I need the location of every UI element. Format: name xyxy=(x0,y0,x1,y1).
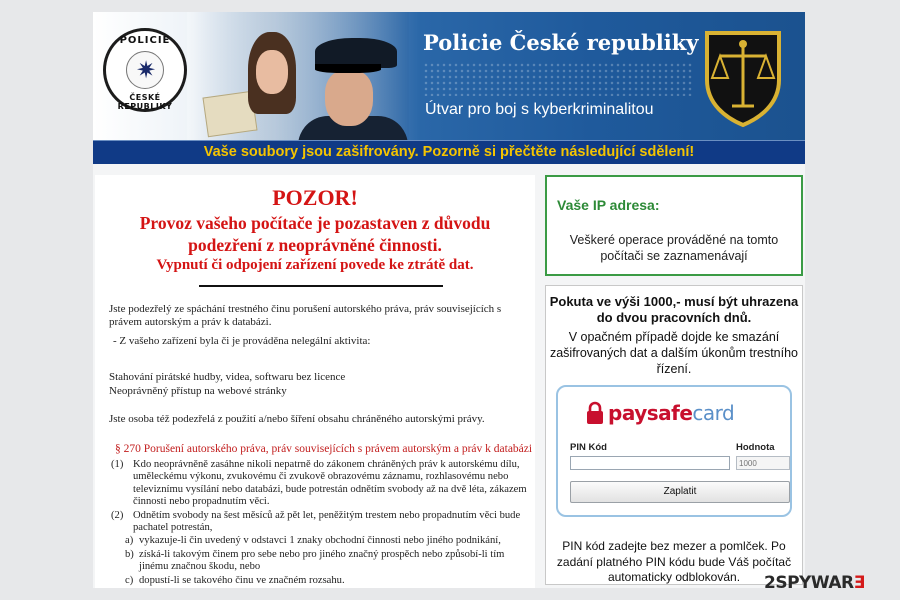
header-title: Policie České republiky xyxy=(423,30,699,55)
pin-code-input[interactable] xyxy=(570,456,730,470)
woman-face xyxy=(256,50,288,94)
law-list xyxy=(111,459,529,588)
law-subitem-letter: a) xyxy=(125,535,134,547)
law-subitem-letter: c) xyxy=(125,574,134,586)
law-item-text: Odnětím svobody na šest měsíců až pět let, peněžitým trestem nebo propadnutím věci bude pachatel potrestán, xyxy=(133,509,521,534)
law-subitem xyxy=(111,549,529,574)
warning-banner xyxy=(93,140,805,164)
paysafecard-brand-b: card xyxy=(692,401,735,425)
dot-pattern xyxy=(423,62,693,96)
pay-button[interactable]: Zaplatit xyxy=(570,481,790,503)
divider xyxy=(199,285,443,287)
law-title: § 270 Porušení autorského práva, práv souvisejících s právem autorským a práv k databázi xyxy=(115,443,533,455)
law-subitem-letter: b) xyxy=(125,548,134,560)
paysafecard-form xyxy=(556,385,792,517)
warning-line-3: Vypnutí či odpojení zařízení povede ke ztrátě dat. xyxy=(156,257,474,273)
ip-address-title: Vaše IP adresa: xyxy=(557,197,660,213)
paysafecard-brand-a: paysafe xyxy=(608,401,693,425)
padlock-icon xyxy=(586,401,604,425)
ransomware-window xyxy=(93,12,805,588)
law-item xyxy=(111,510,529,535)
law-subitem-text: vykazuje-li čin uvedený v odstavci 1 znaky obchodní činnosti nebo jiného podnikání, xyxy=(139,535,501,547)
justice-shield-icon xyxy=(704,30,782,128)
warning-heading: POZOR! xyxy=(272,185,358,210)
warning-line-1: Provoz vašeho počítače je pozastaven z důvodu xyxy=(139,213,491,233)
badge-star-emblem xyxy=(126,51,164,89)
watermark-text-red: Ǝ xyxy=(853,573,865,593)
officer-face xyxy=(325,70,373,126)
pin-code-label: PIN Kód xyxy=(570,442,607,453)
paragraph-suspect: Jste osoba též podezřelá z použití a/nebo šíření obsahu chráněného autorskými právy. xyxy=(109,413,485,425)
star-icon: ✷ xyxy=(135,56,157,84)
law-item-number: (2) xyxy=(111,509,124,521)
activity-item-piracy: Stahování pirátské hudby, videa, softwaru bez licence xyxy=(109,371,346,383)
ip-address-box xyxy=(545,175,803,276)
watermark-text: 2SPYWAR xyxy=(764,573,854,593)
value-input[interactable] xyxy=(736,456,790,470)
value-label: Hodnota xyxy=(736,442,775,453)
fine-description: V opačném případě dojde ke smazání zašifrovaných dat a dalším úkonům trestního řízení. xyxy=(549,330,799,376)
pin-instructions: PIN kód zadejte bez mezer a pomlček. Po zadání platného PIN kódu bude Váš počítač automaticky odblokován. xyxy=(556,539,792,584)
warning-line-2: podezření z neoprávněné činnosti. xyxy=(188,235,442,255)
banner-text: Vaše soubory jsou zašifrovány. Pozorně si přečtěte následující sdělení! xyxy=(203,144,695,160)
law-item xyxy=(111,459,529,509)
law-subitem-text: získá-li takovým činem pro sebe nebo pro jiného značný prospěch nebo způsobí-li tím jinému značnou škodu, nebo xyxy=(139,548,505,573)
law-item-number: (1) xyxy=(111,459,124,470)
ip-address-description: Veškeré operace prováděné na tomto počítači se zaznamenávají xyxy=(569,233,779,263)
paysafecard-wordmark xyxy=(608,401,734,425)
warning-message xyxy=(95,212,535,256)
header-subtitle: Útvar pro boj s kyberkriminalitou xyxy=(425,101,654,118)
message-panel xyxy=(95,175,535,588)
fine-title: Pokuta ve výši 1000,- musí být uhrazena do dvou pracovních dnů. xyxy=(549,294,799,325)
law-subitem xyxy=(111,575,529,587)
activity-item-access: Neoprávněný přístup na webové stránky xyxy=(109,385,287,397)
paragraph-activity: - Z vašeho zařízení byla či je prováděna nelegální aktivita: xyxy=(113,335,371,347)
law-subitem-text: dopustí-li se takového činu ve značném rozsahu. xyxy=(139,574,345,586)
officer-visor xyxy=(315,64,381,73)
badge-bottom-text: ČESKÉ REPUBLIKY xyxy=(117,93,173,111)
paragraph-accusation: Jste podezřelý ze spáchání trestného činu porušení autorského práva, práv souvisejících s právem autorským a práv k databázi. xyxy=(109,303,502,328)
payment-box xyxy=(545,285,803,585)
law-item-text: Kdo neoprávněně zasáhne nikoli nepatrně do zákonem chráněných práv k autorskému dílu, uměleckému výkonu, zvukovému či zvukově obrazovému záznamu, rozhlasovému nebo televiznímu vysílání nebo databázi, bude potrestán odnětím svobody až na dvě léta, zákazem činnosti nebo propadnutím věci. xyxy=(133,459,527,508)
police-badge-logo xyxy=(103,28,187,112)
badge-top-text: POLICIE xyxy=(119,35,171,46)
law-subitem xyxy=(111,535,529,547)
watermark-logo xyxy=(764,573,865,593)
header xyxy=(93,12,805,160)
